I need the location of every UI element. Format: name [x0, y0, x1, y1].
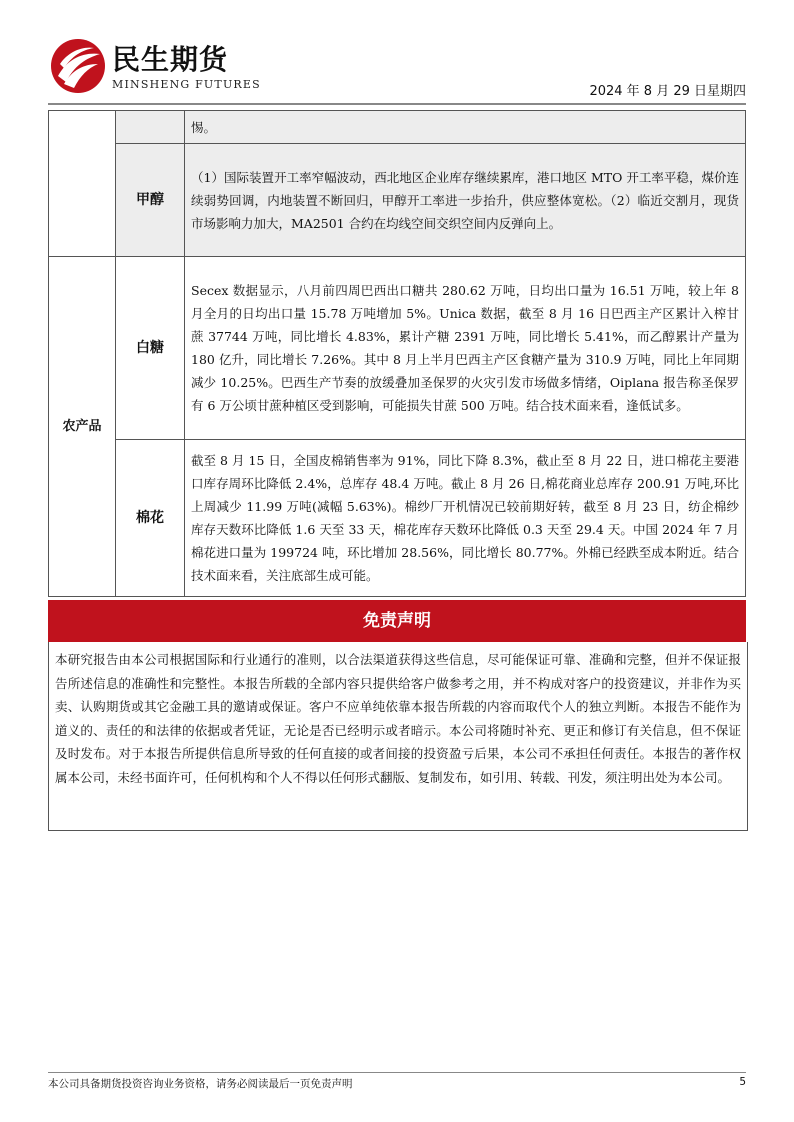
table-row	[49, 111, 746, 144]
content-cell-cotton: 截至 8 月 15 日，全国皮棉销售率为 91%，同比下降 8.3%，截止至 8 月 22 日，进口棉花主要港口库存周环比降低 2.4%，总库存 48.4 万吨。截止 8 月 26 日,棉花商业总库存 200.91 万吨,环比上周减少 11.99 万吨(减幅 5.63%)。棉纱厂开机情况已较前期好转，截至 8 月 23 日，纺企棉纱库存天数环比降低 1.6 天至 33 天，棉花库存天数环比降低 0.3 天至 29.4 天。中国 2024 年 7 月棉花进口量为 199724 吨，环比增加 28.56%，同比增长 80.77%。外棉已经跌至成本附近。结合技术面来看，关注底部生成可能。	[185, 440, 746, 597]
report-date: 2024 年 8 月 29 日星期四	[589, 84, 746, 99]
page-number: 5	[739, 1076, 746, 1088]
product-cell-sugar: 白糖	[116, 257, 185, 440]
brand-name-cn: 民生期货	[112, 43, 229, 76]
footer-note: 本公司具备期货投资咨询业务资格，请务必阅读最后一页免责声明	[48, 1078, 353, 1090]
category-cell-agri: 农产品	[49, 257, 116, 597]
disclaimer-title: 免责声明	[48, 600, 746, 642]
product-cell-empty	[116, 111, 185, 144]
product-cell-methanol: 甲醇	[116, 144, 185, 257]
content-cell-sugar: Secex 数据显示，八月前四周巴西出口糖共 280.62 万吨，日均出口量为 16.51 万吨，较上年 8 月全月的日均出口量 15.78 万吨增加 5%。Unica 数据，截至 8 月 16 日巴西主产区累计入榨甘蔗 37744 万吨，同比增长 4.83%，累计产糖 2391 万吨，同比增长 5.41%，而乙醇累计产量为 180 亿升，同比增长 7.26%。其中 8 月上半月巴西主产区食糖产量为 310.9 万吨，同比上年同期减少 10.25%。巴西生产节奏的放缓叠加圣保罗的火灾引发市场做多情绪，Oiplana 报告称圣保罗有 6 万公顷甘蔗种植区受到影响，可能损失甘蔗 500 万吨。结合技术面来看，逢低试多。	[185, 257, 746, 440]
table-row	[49, 440, 746, 597]
disclaimer-text: 本研究报告由本公司根据国际和行业通行的准则，以合法渠道获得这些信息，尽可能保证可靠、准确和完整，但并不保证报告所述信息的准确性和完整性。本报告所载的全部内容只提供给客户做参考之用，并不构成对客户的投资建议，并非作为买卖、认购期货或其它金融工具的邀请或保证。客户不应单纯依靠本报告所载的内容而取代个人的独立判断。本报告不能作为道义的、责任的和法律的依据或者凭证，无论是否已经明示或者暗示。本公司将随时补充、更正和修订有关信息，但不保证及时发布。对于本报告所提供信息所导致的任何直接的或者间接的投资盈亏后果，本公司不承担任何责任。本报告的著作权属本公司，未经书面许可，任何机构和个人不得以任何形式翻版、复制发布，如引用、转载、刊发，须注明出处为本公司。	[48, 642, 748, 831]
header-divider	[48, 103, 746, 105]
content-cell-methanol: （1）国际装置开工率窄幅波动，西北地区企业库存继续累库，港口地区 MTO 开工率平稳，煤价连续弱势回调，内地装置不断回归，甲醇开工率进一步抬升，供应整体宽松。（2）临近交割月，现货市场影响力加大，MA2501 合约在均线空间交织空间内反弹向上。	[185, 144, 746, 257]
commodity-table	[48, 110, 746, 597]
brand-name-en: MINSHENG FUTURES	[112, 78, 261, 91]
product-cell-cotton: 棉花	[116, 440, 185, 597]
page-header	[48, 34, 746, 104]
footer-divider	[48, 1072, 746, 1073]
table-row	[49, 257, 746, 440]
content-cell: 惕。	[185, 111, 746, 144]
minsheng-logo-icon	[50, 38, 106, 94]
table-row	[49, 144, 746, 257]
category-cell-empty	[49, 111, 116, 257]
